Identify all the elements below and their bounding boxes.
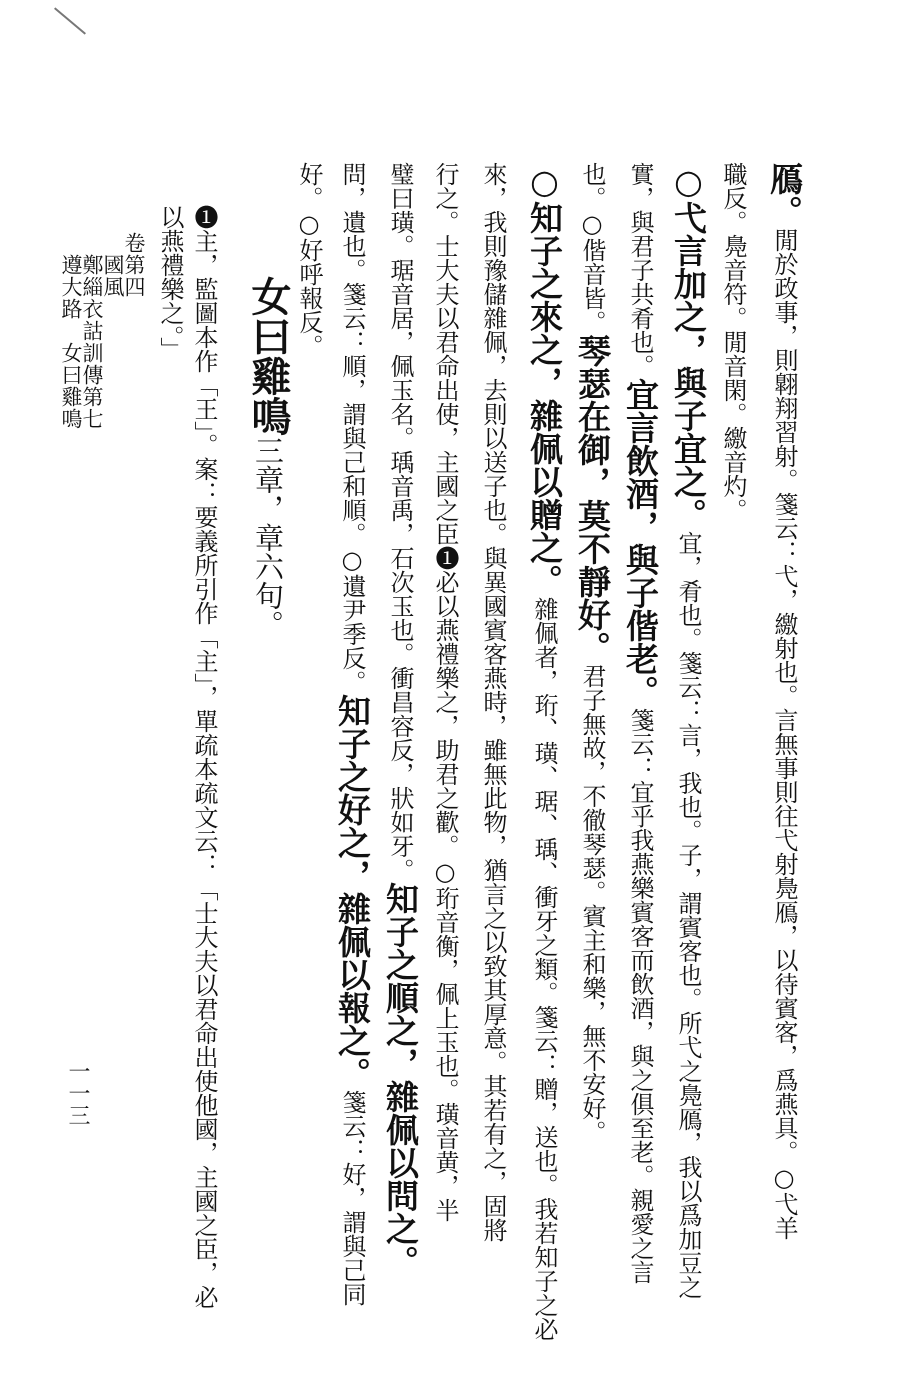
commentary-column — [432, 162, 459, 1222]
poem-verse: 宜言飲酒，與子偕老。 — [621, 378, 660, 708]
poem-verse: ○弋言加之，與子宜之。 — [669, 162, 708, 531]
commentary-text: 箋云：宜乎我燕樂賓客而飲酒，與之俱至老。親愛之言 — [626, 708, 654, 1284]
commentary-column — [669, 162, 708, 1299]
poem-verse: 知子之好之，雜佩以報之。 — [333, 694, 372, 1090]
commentary-column — [296, 162, 323, 358]
commentary-text: 宜，肴也。箋云：言，我也。子，謂賓客也。所弋之鳧鴈，我以爲加豆之 — [674, 531, 702, 1299]
footnote-line: 以燕禮樂之。」 — [156, 205, 184, 361]
poem-verse: ○知子之來之，雜佩以贈之。 — [525, 162, 564, 597]
commentary-text: 箋云：好，謂與己同 — [338, 1090, 366, 1306]
commentary-text: 璧曰璜。琚音居，佩玉名。瑀音禹，石次玉也。衝昌容反，狀如牙。 — [386, 162, 414, 882]
poem-meta: 三章，章六句。 — [251, 436, 285, 639]
scan-mark — [54, 7, 86, 34]
poem-verse: 鴈。 — [765, 162, 804, 228]
header-chapter: 鄭緇衣詁訓傳第七 — [80, 254, 104, 430]
commentary-text: 來，我則豫儲雜佩，去則以送子也。與異國賓客燕時，雖無此物，猶言之以致其厚意。其若有之，固將 — [479, 162, 507, 1242]
commentary-column — [765, 162, 804, 1240]
header-section: 國風 — [101, 254, 125, 298]
commentary-text: 君子無故，不徹琴瑟。賓主和樂，無不安好。 — [578, 664, 606, 1144]
header-volume: 卷第四 — [122, 232, 146, 298]
page-number: 一一三 — [65, 1060, 90, 1126]
commentary-text: 也。○偕音皆。 — [578, 162, 606, 334]
header-poems: 遵大路 女曰雞鳴 — [59, 254, 83, 430]
commentary-text: 職反。鳧音符。閒音閑。繳音灼。 — [719, 162, 747, 522]
commentary-text: 閒於政事，則翺翔習射。箋云：弋，繳射也。言無事則往弋射鳧鴈，以待賓客，爲燕具。○弋羊 — [770, 228, 798, 1240]
commentary-text: 問，遺也。箋云：順，謂與己和順。○遺尹季反。 — [338, 162, 366, 694]
poem-verse: 琴瑟在御，莫不靜好。 — [573, 334, 612, 664]
commentary-column — [720, 162, 747, 522]
footnote-line: ❶主，監圖本作「王」。案：要義所引作「主」，單疏本疏文云：「士大夫以君命出使他國，主國之臣，必 — [190, 205, 218, 1309]
commentary-column — [381, 162, 420, 1278]
commentary-text: 好。○好呼報反。 — [295, 162, 323, 358]
running-header — [60, 232, 144, 430]
commentary-column — [333, 162, 372, 1306]
poem-title: 女曰雞鳴 — [245, 276, 292, 436]
poem-heading — [245, 276, 292, 639]
commentary-column — [621, 162, 660, 1284]
commentary-column — [525, 162, 564, 1341]
poem-verse: 知子之順之，雜佩以問之。 — [381, 882, 420, 1278]
commentary-column — [480, 162, 507, 1242]
commentary-text: 行之。士大夫以君命出使，主國之臣❶必以燕禮樂之，助君之歡。○珩音衡，佩上玉也。璜音黄，半 — [431, 162, 459, 1222]
commentary-column — [573, 162, 612, 1144]
commentary-text: 實，與君子共肴也。 — [626, 162, 654, 378]
commentary-text: 雜佩者，珩、璜、琚、瑀、衝牙之類。箋云：贈，送也。我若知子之必 — [530, 597, 558, 1341]
